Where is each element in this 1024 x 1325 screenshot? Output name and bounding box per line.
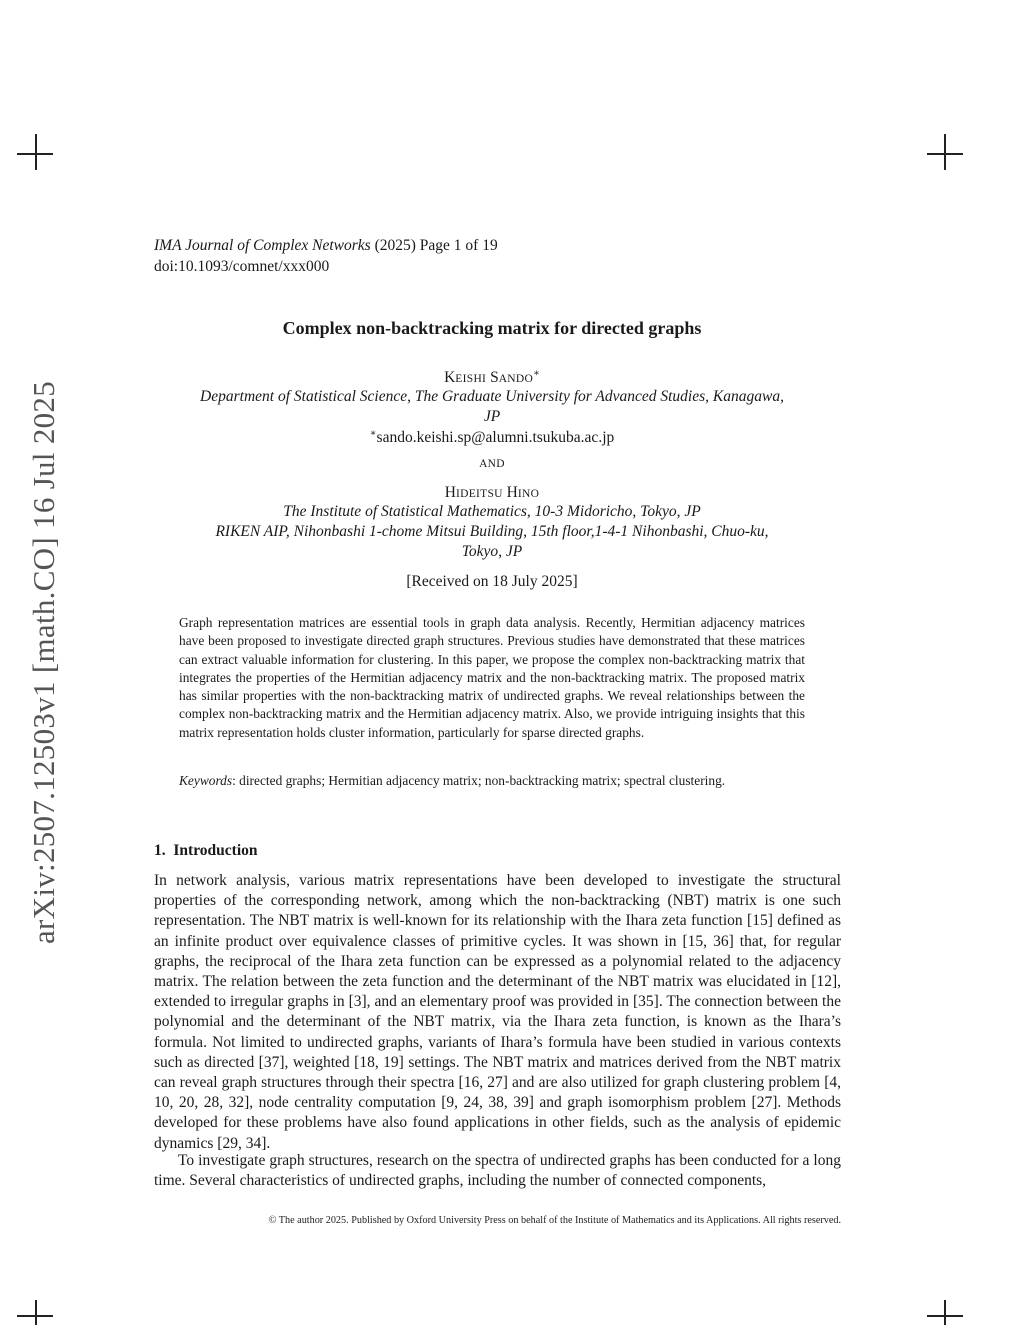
author-1-name: KEISHI SANDO∗ — [444, 368, 540, 387]
crop-mark-top-left-vertical — [35, 134, 37, 170]
arxiv-identifier: arXiv:2507.12503v1 [math.CO] 16 Jul 2025 — [26, 380, 61, 945]
author-1-affiliation-line-1: Department of Statistical Science, The Graduate University for Advanced Studies, Kanagawa, — [200, 388, 784, 405]
author-2-name: HIDEITSU HINO — [444, 484, 540, 501]
crop-mark-bottom-left-vertical — [35, 1300, 37, 1325]
author-1-mark: ∗ — [533, 368, 540, 379]
and-separator: AND — [479, 458, 505, 470]
author-2-affiliation-line-3: Tokyo, JP — [461, 543, 523, 560]
journal-name: IMA Journal of Complex Networks — [154, 237, 371, 254]
keywords — [179, 773, 805, 789]
section-title: Introduction — [173, 842, 258, 859]
author-1-affiliation-line-2: JP — [483, 408, 501, 425]
keywords-list: : directed graphs; Hermitian adjacency matrix; non-backtracking matrix; spectral clustering. — [232, 773, 726, 788]
received-date: [Received on 18 July 2025] — [406, 573, 578, 590]
crop-mark-bottom-right-vertical — [944, 1300, 946, 1325]
section-number: 1. — [154, 842, 166, 859]
keywords-label: Keywords — [179, 773, 233, 788]
paper-title: Complex non-backtracking matrix for directed graphs — [282, 318, 702, 338]
doi: doi:10.1093/comnet/xxx000 — [154, 258, 330, 275]
journal-year-page: (2025) Page 1 of 19 — [374, 237, 498, 254]
crop-mark-top-right-vertical — [944, 134, 946, 170]
arxiv-stamp — [23, 355, 65, 970]
journal-header — [154, 237, 498, 255]
intro-paragraph-1: In network analysis, various matrix representations have been developed to investigate the structural properties of the corresponding network, among which the non-backtracking (NBT) matrix is one such representation. The NBT matrix is well-known for its relationship with the Ihara zeta function [15] defined as an infinite product over equivalence classes of primitive cycles. It was shown in [15, 36] that, for regular graphs, the reciprocal of the Ihara zeta function can be expressed as a polynomial related to the adjacency matrix. The relation between the zeta function and the determinant of the NBT matrix was elucidated in [12], extended to irregular graphs in [3], and an elementary proof was provided in [35]. The connection between the polynomial and the determinant of the NBT matrix, via the Ihara zeta function, is known as the Ihara’s formula. Not limited to undirected graphs, variants of Ihara’s formula have been studied in various contexts such as directed [37], weighted [18, 19] settings. The NBT matrix and matrices derived from the NBT matrix can reveal graph structures through their spectra [16, 27] and are also utilized for graph clustering problem [4, 10, 20, 28, 32], node centrality computation [9, 24, 38, 39] and graph isomorphism problem [27]. Methods developed for these problems have also found applications in other fields, such as the analysis of epidemic dynamics [29, 34]. — [154, 872, 841, 1152]
abstract: Graph representation matrices are essential tools in graph data analysis. Recently, Hermitian adjacency matrices have been proposed to investigate directed graph structures. Previous studies have demonstrated that these matrices can extract valuable information for clustering. In this paper, we propose the complex non-backtracking matrix that integrates the properties of the Hermitian adjacency matrix and the non-backtracking matrix. The proposed matrix has similar properties with the non-backtracking matrix of undirected graphs. We reveal relationships between the complex non-backtracking matrix and the Hermitian adjacency matrix. Also, we provide intriguing insights that this matrix representation holds cluster information, particularly for sparse directed graphs. — [179, 615, 805, 740]
author-1-email: ∗sando.keishi.sp@alumni.tsukuba.ac.jp — [369, 428, 615, 447]
author-2-affiliation-line-2: RIKEN AIP, Nihonbashi 1-chome Mitsui Building, 15th floor,1-4-1 Nihonbashi, Chuo-ku, — [215, 523, 769, 540]
copyright-footer: © The author 2025. Published by Oxford University Press on behalf of the Institute of Mathematics and its Applications. All rights reserved. — [268, 1215, 841, 1226]
section-heading — [154, 842, 258, 860]
intro-paragraph-2: To investigate graph structures, research on the spectra of undirected graphs has been conducted for a long time. Several characteristics of undirected graphs, including the number of connected components, — [154, 1152, 841, 1190]
author-2-affiliation-line-1: The Institute of Statistical Mathematics, 10-3 Midoricho, Tokyo, JP — [283, 503, 701, 520]
